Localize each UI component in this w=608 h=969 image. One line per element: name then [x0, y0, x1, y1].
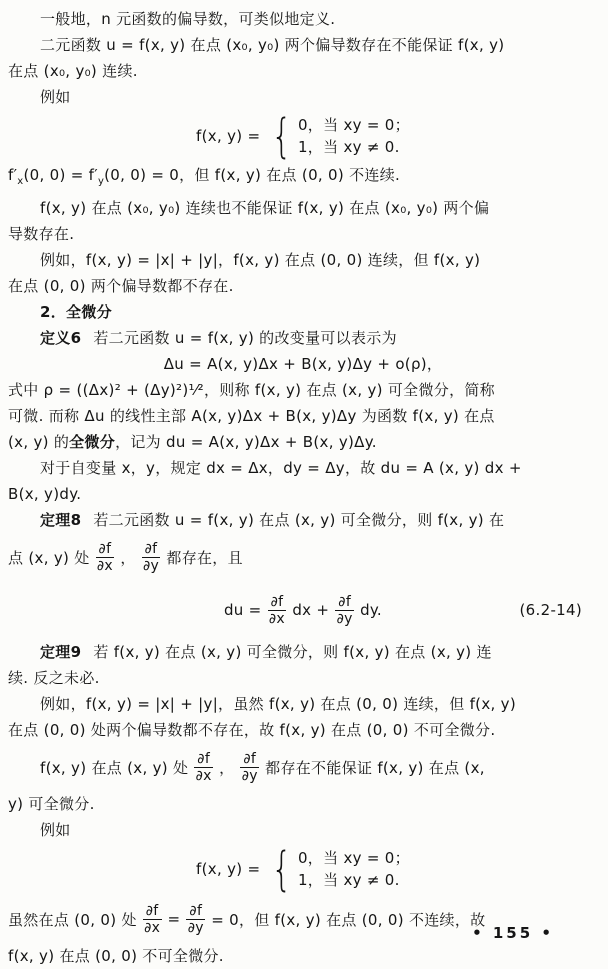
body-text-line-with-fractions: [8, 533, 598, 581]
body-text-line: 二元函数 u = f(x, y) 在点 (x₀, y₀) 两个偏导数存在不能保证 f(x, y): [40, 36, 505, 54]
fraction-df-dy: [142, 541, 161, 574]
body-text-line: f(x, y) 在点 (x₀, y₀) 连续也不能保证 f(x, y) 在点 (x₀, y₀) 两个偏: [40, 199, 490, 217]
body-text-line: 例如，f(x, y) = |x| + |y|，虽然 f(x, y) 在点 (0, 0) 连续，但 f(x, y): [40, 695, 516, 713]
body-text-line: [8, 162, 598, 195]
formula-lhs: f(x, y) =: [196, 127, 261, 145]
body-text-line: 一般地，n 元函数的偏导数，可类似地定义.: [40, 10, 336, 28]
fraction-numerator: ∂f: [142, 541, 161, 558]
fraction-numerator: ∂f: [96, 541, 115, 558]
definition-label: 定义6: [40, 329, 82, 347]
body-text-line: 对于自变量 x，y，规定 dx = Δx，dy = Δy，故 du = A (x, y) dx +: [40, 459, 522, 477]
body-text: 点 (x, y) 处: [8, 548, 90, 567]
theorem-line: [8, 507, 598, 533]
theorem-text: 若 f(x, y) 在点 (x, y) 可全微分，则 f(x, y) 在点 (x, y) 连: [93, 643, 492, 661]
fraction-df-dx: [268, 594, 287, 627]
fraction-numerator: ∂f: [240, 751, 259, 768]
definition-text: 若二元函数 u = f(x, y) 的改变量可以表示为: [93, 329, 397, 347]
math-text: f′: [8, 166, 18, 184]
fraction-numerator: ∂f: [143, 903, 162, 920]
fraction-numerator: ∂f: [186, 903, 205, 920]
emphasized-term: 全微分: [69, 433, 116, 451]
example-label: 例如: [40, 88, 71, 106]
body-text: 都存在不能保证 f(x, y) 在点 (x,: [265, 758, 485, 777]
definition-line: [8, 325, 598, 351]
math-text: dx +: [292, 601, 330, 619]
fraction-df-dy: [240, 751, 259, 784]
piecewise-rows: [298, 114, 410, 158]
fraction-df-dy: [335, 594, 354, 627]
fraction-numerator: ∂f: [335, 594, 354, 611]
fraction-denominator: ∂x: [96, 557, 113, 574]
fraction-denominator: ∂y: [336, 610, 353, 627]
body-text-line: B(x, y)dy.: [8, 485, 82, 503]
math-text: (0, 0) = 0，但 f(x, y) 在点 (0, 0) 不连续.: [104, 166, 401, 184]
fraction-denominator: ∂x: [144, 919, 161, 936]
body-text-line: [8, 429, 598, 455]
body-text-line: f(x, y) 在点 (0, 0) 不可全微分.: [8, 947, 224, 965]
math-text: (0, 0) = f′: [23, 166, 98, 184]
body-text: ，: [120, 548, 136, 567]
body-text-line: 例如，f(x, y) = |x| + |y|，f(x, y) 在点 (0, 0) 连续，但 f(x, y): [40, 251, 481, 269]
body-text: = 0，但 f(x, y) 在点 (0, 0) 不连续，故: [211, 910, 486, 929]
math-text: dy.: [360, 601, 382, 619]
body-text-line: 式中 ρ = ((Δx)² + (Δy)²)¹⁄²，则称 f(x, y) 在点 (x, y) 可全微分，简称: [8, 381, 495, 399]
subscript: y: [97, 176, 105, 187]
piecewise-row: 0，当 xy = 0；: [297, 849, 410, 867]
math-text: du =: [223, 601, 262, 619]
section-heading: 2．全微分: [40, 303, 112, 321]
theorem-line: [8, 639, 598, 665]
left-brace-symbol: {: [271, 109, 293, 163]
body-text-line: 在点 (x₀, y₀) 连续.: [8, 62, 138, 80]
body-text-line: y) 可全微分.: [8, 795, 95, 813]
fraction-numerator: ∂f: [194, 751, 213, 768]
theorem-label: 定理8: [40, 511, 82, 529]
piecewise-row: 1，当 xy ≠ 0.: [297, 138, 400, 156]
body-text: 都存在，且: [166, 548, 243, 567]
fraction-denominator: ∂x: [268, 610, 286, 627]
body-text-line: 可微. 而称 Δu 的线性主部 A(x, y)Δx + B(x, y)Δy 为函数 f(x, y) 在点: [8, 407, 495, 425]
piecewise-formula: [8, 110, 598, 162]
fraction-denominator: ∂y: [241, 767, 258, 784]
body-text: ，: [219, 758, 235, 777]
piecewise-formula: [8, 843, 598, 895]
body-text-line: 续. 反之未必.: [8, 669, 100, 687]
fraction-numerator: ∂f: [268, 594, 287, 611]
left-brace-symbol: {: [271, 842, 293, 896]
equation-number: (6.2-14): [519, 601, 582, 619]
body-text: f(x, y) 在点 (x, y) 处: [40, 758, 189, 777]
fraction-df-dx: [194, 751, 213, 784]
formula-lhs: f(x, y) =: [196, 860, 261, 878]
fraction-denominator: ∂y: [142, 557, 160, 574]
fraction-denominator: ∂x: [195, 767, 212, 784]
body-text-line: 在点 (0, 0) 处两个偏导数都不存在，故 f(x, y) 在点 (0, 0) 不可全微分.: [8, 721, 496, 739]
body-text-line: 在点 (0, 0) 两个偏导数都不存在.: [8, 277, 234, 295]
fraction-df-dy: [186, 903, 205, 936]
theorem-text: 若二元函数 u = f(x, y) 在点 (x, y) 可全微分，则 f(x, y) 在: [93, 511, 505, 529]
body-text-line-with-fractions: [8, 743, 598, 791]
numbered-display-formula: [8, 581, 598, 639]
body-text: 虽然在点 (0, 0) 处: [8, 910, 137, 929]
piecewise-row: 1，当 xy ≠ 0.: [297, 871, 400, 889]
page-number: • 155 •: [472, 924, 554, 942]
fraction-df-dx: [143, 903, 162, 936]
display-formula: Δu = A(x, y)Δx + B(x, y)Δy + o(ρ)，: [163, 355, 443, 373]
subscript: x: [17, 176, 24, 187]
body-text: (x, y) 的: [8, 433, 70, 451]
piecewise-rows: [298, 847, 410, 891]
math-text: =: [167, 910, 181, 928]
fraction-denominator: ∂y: [187, 919, 204, 936]
theorem-label: 定理9: [40, 643, 82, 661]
body-text: ，记为 du = A(x, y)Δx + B(x, y)Δy.: [115, 433, 377, 451]
example-label: 例如: [40, 821, 71, 839]
body-text-line: 导数存在.: [8, 225, 75, 243]
fraction-df-dx: [96, 541, 115, 574]
piecewise-row: 0，当 xy = 0；: [297, 116, 410, 134]
